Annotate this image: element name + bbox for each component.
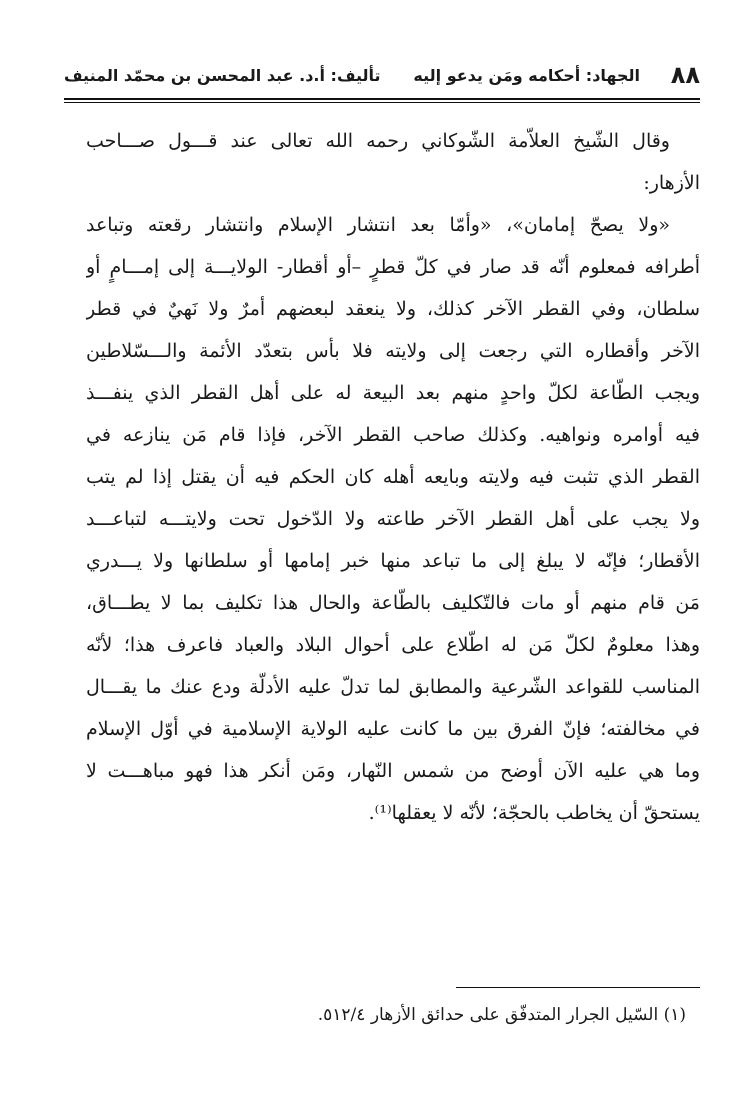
main-text: [86, 120, 700, 834]
footnote-separator: [456, 987, 700, 988]
text-line: فيه أوامره ونواهيه. وكذلك صاحب القطر الآخر، فإذا قام مَن ينازعه في: [86, 424, 700, 446]
text-line: يستحقّ أن يخاطب بالحجّة؛ لأنّه لا يعقلها⁽¹⁾.: [368, 802, 700, 824]
header-rule-thin: [64, 102, 700, 103]
text-line: وقال الشّيخ العلاّمة الشّوكاني رحمه الله تعالى عند قـــول صـــاحب: [86, 130, 670, 152]
running-header: [64, 58, 700, 96]
text-line: أطرافه فمعلوم أنّه قد صار في كلّ قطرٍ –أو أقطار- الولايـــة إلى إمـــامٍ أو: [86, 256, 700, 278]
text-line: المناسب للقواعد الشّرعية والمطابق لما تدلّ عليه الأدلّة ودع عنك ما يقـــال: [86, 676, 700, 698]
text-line: ولا يجب على أهل القطر الآخر طاعته ولا الدّخول تحت ولايتـــه لتباعـــد: [86, 508, 700, 530]
page-number: ٨٨: [670, 61, 700, 89]
text-line: الآخر وأقطاره التي رجعت إلى ولايته فلا بأس بتعدّد الأئمة والـــسّلاطين: [86, 340, 700, 362]
text-line: في مخالفته؛ فإنّ الفرق بين ما كانت عليه الولاية الإسلامية في أوّل الإسلام: [86, 718, 700, 740]
text-line: سلطان، وفي القطر الآخر كذلك، ولا ينعقد لبعضهم أمرٌ ولا نَهيٌ في قطر: [86, 298, 700, 320]
header-rule: [64, 98, 700, 100]
author-credit: تأليف: أ.د. عبد المحسن بن محمّد المنيف: [64, 66, 381, 85]
text-line: الأقطار؛ فإنّه لا يبلغ إلى ما تباعد منها خبر إمامها أو سلطانها ولا يـــدري: [86, 550, 700, 572]
text-line: ويجب الطّاعة لكلّ واحدٍ منهم بعد البيعة له على أهل القطر الذي ينفـــذ: [86, 382, 700, 404]
text-line: الأزهار:: [643, 172, 700, 194]
footnote: (١) السّيل الجرار المتدفّق على حدائق الأزهار ٥١٢/٤.: [317, 1005, 686, 1025]
text-line: «ولا يصحّ إمامان»، «وأمّا بعد انتشار الإسلام وانتشار رقعته وتباعد: [86, 214, 670, 236]
text-line: القطر الذي تثبت فيه ولايته وبايعه أهله كان الحكم فيه أن يقتل إذا لم يتب: [86, 466, 700, 488]
text-line: وهذا معلومٌ لكلّ مَن له اطّلاع على أحوال البلاد والعباد فاعرف هذا؛ لأنّه: [86, 634, 700, 656]
book-title: الجهاد: أحكامه ومَن يدعو إليه: [413, 66, 640, 85]
text-line: وما هي عليه الآن أوضح من شمس النّهار، ومَن أنكر هذا فهو مباهـــت لا: [86, 760, 700, 782]
text-line: مَن قام منهم أو مات فالتّكليف بالطّاعة والحال هذا تكليف بما لا يطـــاق،: [86, 592, 700, 614]
